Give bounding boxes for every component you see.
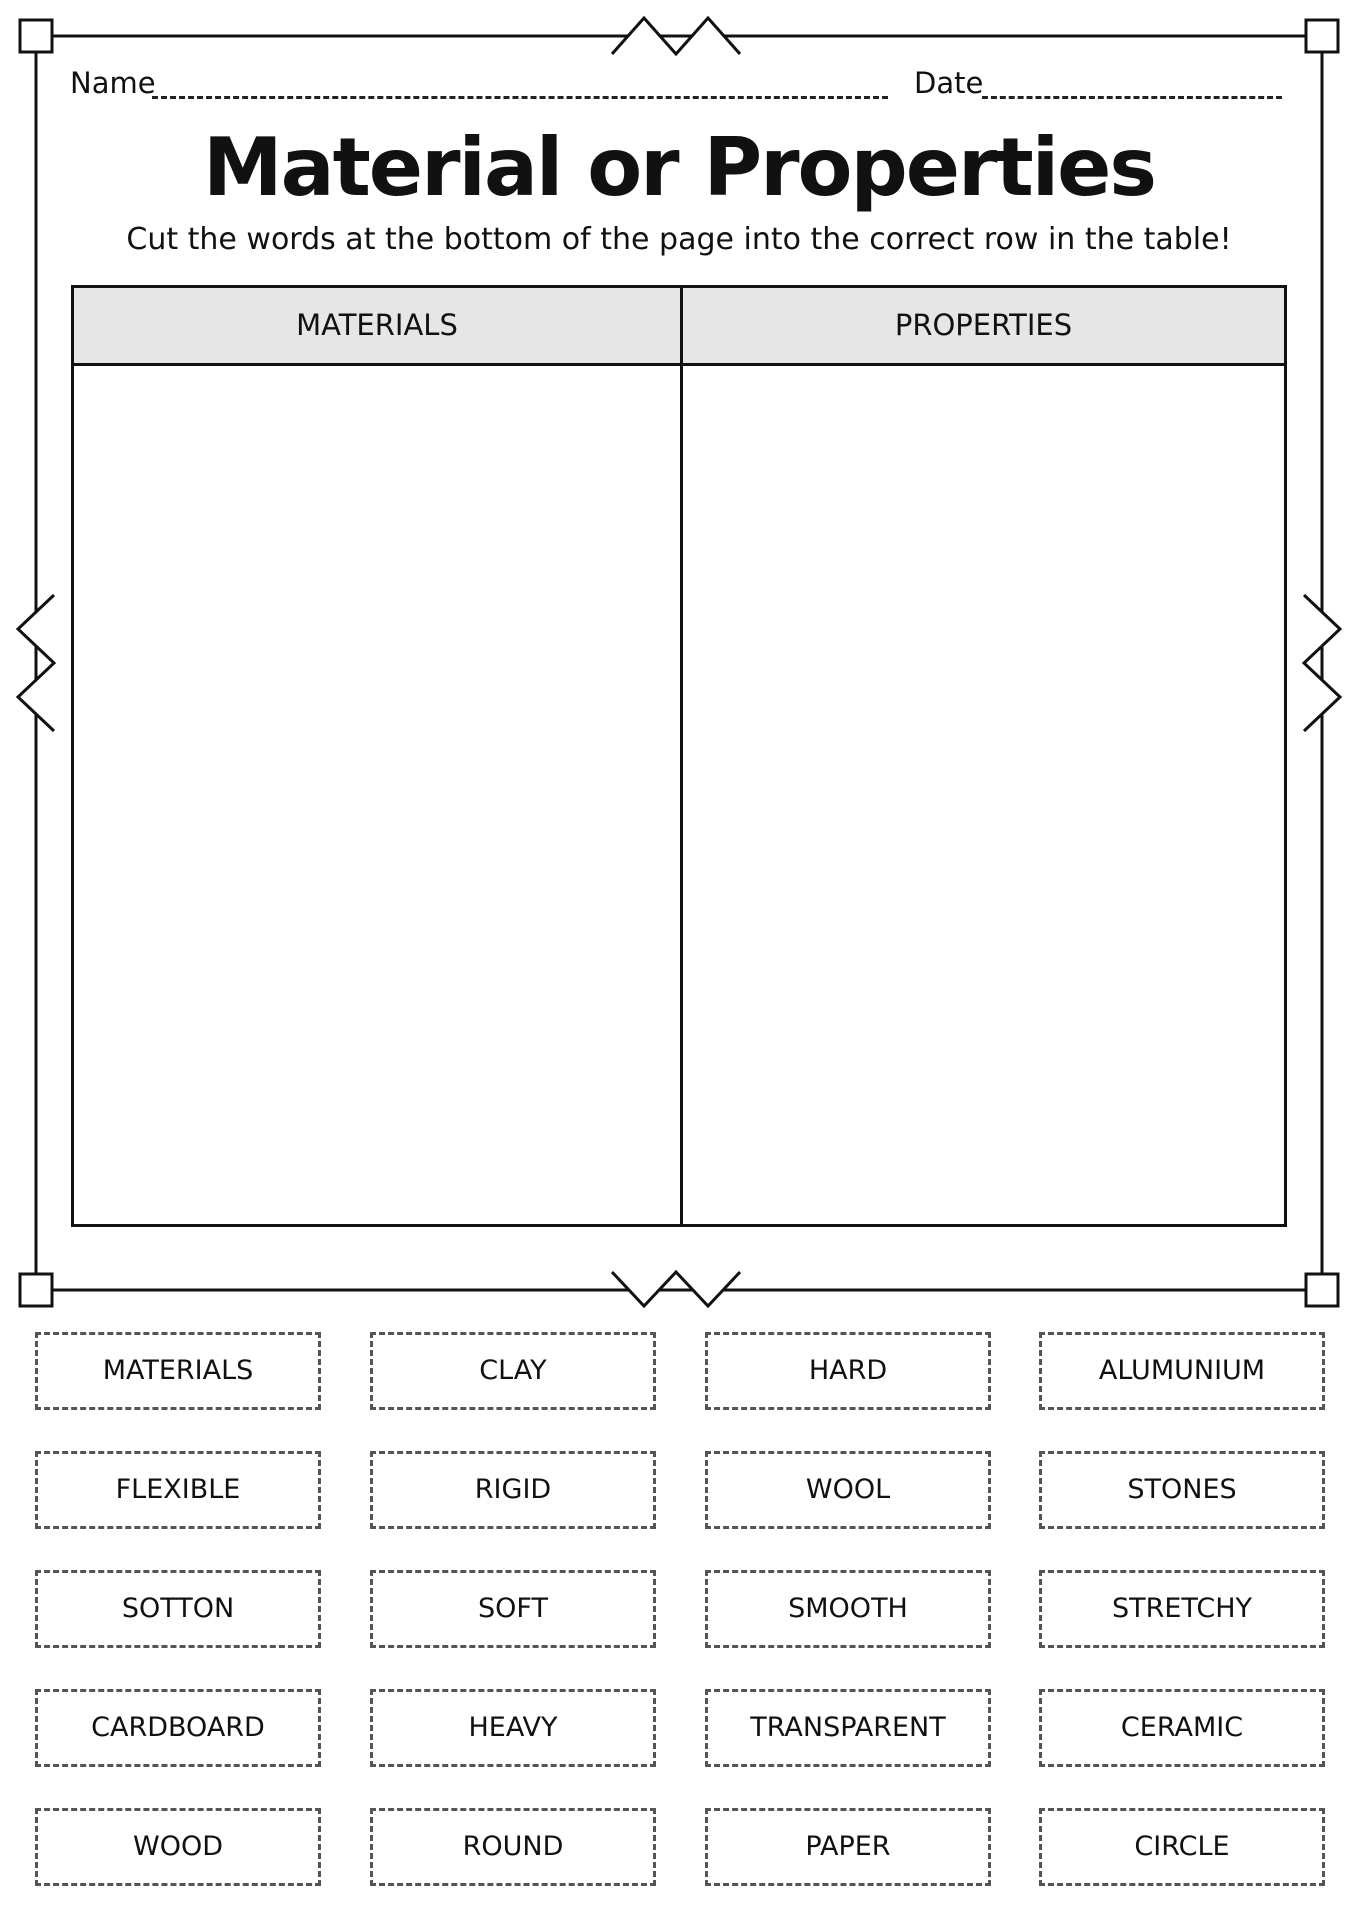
column-divider <box>680 288 683 1224</box>
word-card[interactable]: SOTTON <box>35 1570 321 1648</box>
page-title: Material or Properties <box>202 121 1156 214</box>
word-card[interactable]: TRANSPARENT <box>705 1689 991 1767</box>
header-row <box>70 62 1290 102</box>
word-card[interactable]: HEAVY <box>370 1689 656 1767</box>
date-label: Date <box>914 66 984 100</box>
word-card[interactable]: CLAY <box>370 1332 656 1410</box>
word-cards <box>35 1332 1325 1892</box>
name-input-line[interactable] <box>152 96 888 99</box>
word-card[interactable]: WOOL <box>705 1451 991 1529</box>
word-card[interactable]: SOFT <box>370 1570 656 1648</box>
word-card[interactable]: ROUND <box>370 1808 656 1886</box>
word-card[interactable]: CARDBOARD <box>35 1689 321 1767</box>
date-input-line[interactable] <box>982 96 1282 99</box>
word-card[interactable]: PAPER <box>705 1808 991 1886</box>
word-card[interactable]: RIGID <box>370 1451 656 1529</box>
word-card[interactable]: STONES <box>1039 1451 1325 1529</box>
instructions-text: Cut the words at the bottom of the page into the correct row in the table! <box>126 222 1232 257</box>
word-card[interactable]: ALUMUNIUM <box>1039 1332 1325 1410</box>
column-header-properties: PROPERTIES <box>894 308 1073 342</box>
sorting-table <box>71 285 1287 1227</box>
word-card[interactable]: SMOOTH <box>705 1570 991 1648</box>
column-header-materials: MATERIALS <box>296 308 458 342</box>
word-card[interactable]: CERAMIC <box>1039 1689 1325 1767</box>
word-card[interactable]: CIRCLE <box>1039 1808 1325 1886</box>
word-card[interactable]: MATERIALS <box>35 1332 321 1410</box>
word-card[interactable]: STRETCHY <box>1039 1570 1325 1648</box>
word-card[interactable]: HARD <box>705 1332 991 1410</box>
word-card[interactable]: FLEXIBLE <box>35 1451 321 1529</box>
word-card[interactable]: WOOD <box>35 1808 321 1886</box>
name-label: Name <box>70 66 156 100</box>
